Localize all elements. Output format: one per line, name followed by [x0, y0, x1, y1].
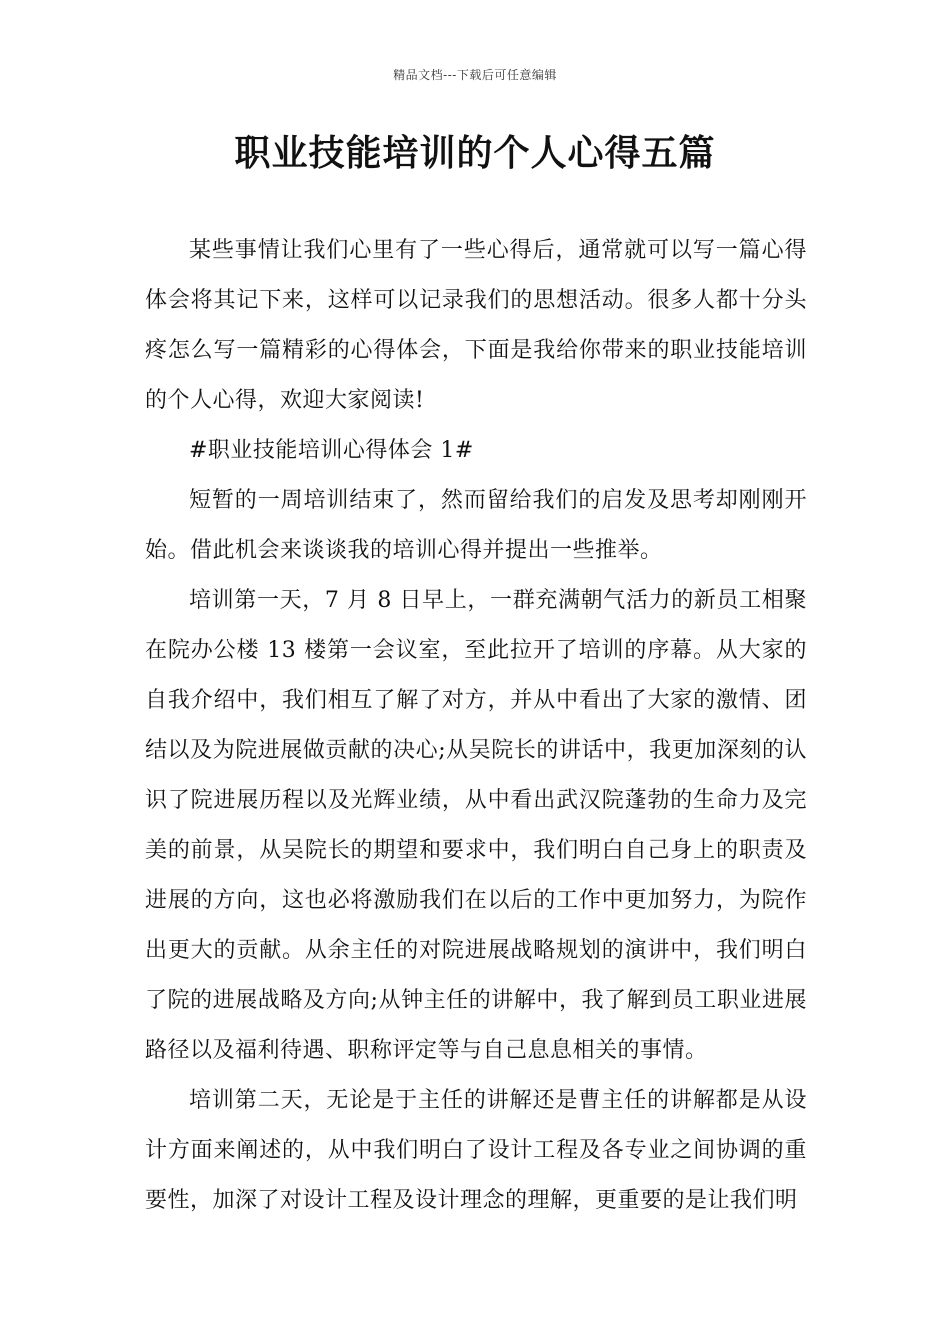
body-text — [145, 226, 807, 1226]
paragraph: 培训第一天，7 月 8 日早上，一群充满朝气活力的新员工相聚在院办公楼 13 楼第一会议室，至此拉开了培训的序幕。从大家的自我介绍中，我们相互了解了对方，并从中看出了大家的激情、团结以及为院进展做贡献的决心;从吴院长的讲话中，我更加深刻的认识了院进展历程以及光辉业绩，从中看出武汉院蓬勃的生命力及完美的前景，从吴院长的期望和要求中，我们明白自己身上的职责及进展的方向，这也必将激励我们在以后的工作中更加努力，为院作出更大的贡献。从余主任的对院进展战略规划的演讲中，我们明白了院的进展战略及方向;从钟主任的讲解中，我了解到员工职业进展路径以及福利待遇、职称评定等与自己息息相关的事情。 — [145, 588, 807, 1063]
paragraph: 培训第二天，无论是于主任的讲解还是曹主任的讲解都是从设计方面来阐述的，从中我们明白了设计工程及各专业之间协调的重要性，加深了对设计工程及设计理念的理解，更重要的是让我们明 — [145, 1088, 807, 1213]
header-note: 精品文档---下载后可任意编辑 — [393, 68, 557, 82]
paragraph: 短暂的一周培训结束了，然而留给我们的启发及思考却刚刚开始。借此机会来谈谈我的培训心得并提出一些推举。 — [145, 488, 807, 563]
section-heading: #职业技能培训心得体会 1# — [189, 438, 474, 463]
intro-paragraph: 某些事情让我们心里有了一些心得后，通常就可以写一篇心得体会将其记下来，这样可以记录我们的思想活动。很多人都十分头疼怎么写一篇精彩的心得体会，下面是我给你带来的职业技能培训的个人心得，欢迎大家阅读! — [145, 238, 807, 413]
page-title: 职业技能培训的个人心得五篇 — [234, 132, 716, 174]
